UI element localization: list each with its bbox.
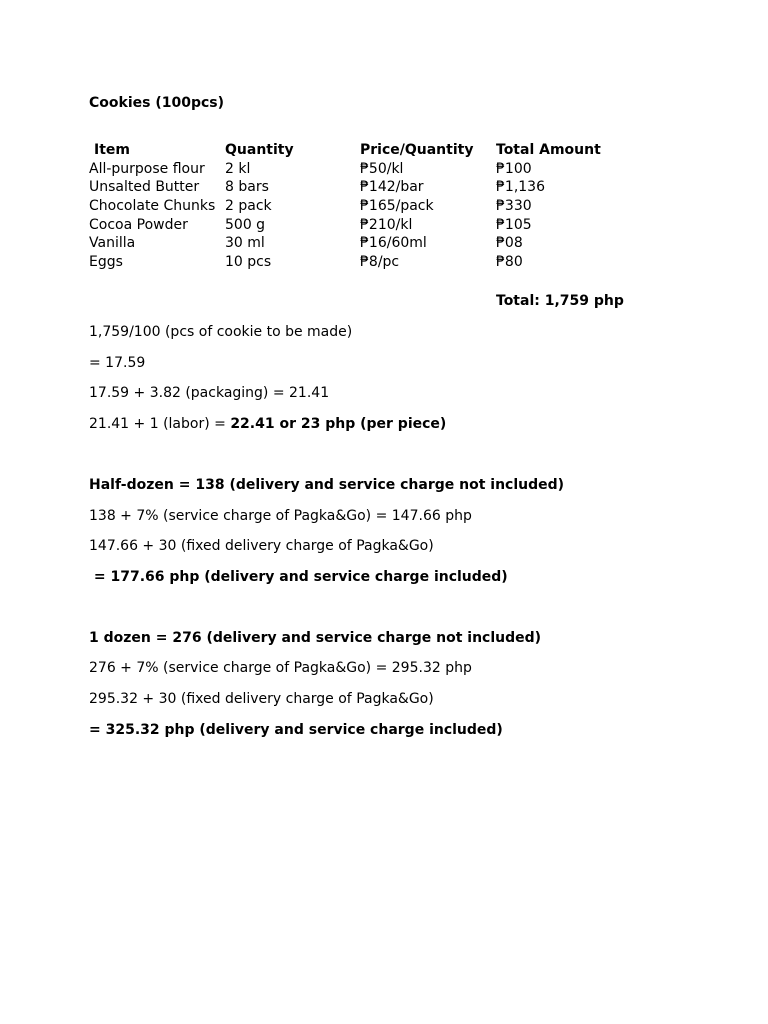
half-dozen-service-line: 138 + 7% (service charge of Pagka&Go) = 147.66 php [89, 508, 472, 524]
cell-price: ₱50/kl [360, 160, 404, 177]
cell-quantity: 500 g [225, 216, 266, 233]
calc-result-line: = 17.59 [89, 355, 146, 371]
cell-total: ₱1,136 [496, 179, 545, 196]
calc-per-piece-line: 1,759/100 (pcs of cookie to be made) [89, 324, 353, 340]
cell-price: ₱210/kl [360, 216, 413, 233]
cell-item: Vanilla [89, 235, 136, 252]
cell-price: ₱16/60ml [360, 235, 427, 252]
table-row [89, 178, 646, 197]
ingredients-table [89, 141, 646, 272]
column-header-price: Price/Quantity [360, 142, 474, 158]
table-header-row [89, 141, 646, 160]
half-dozen-delivery-line: 147.66 + 30 (fixed delivery charge of Pagka&Go) [89, 538, 434, 554]
cell-total: ₱330 [496, 198, 532, 215]
cell-item: Eggs [89, 254, 123, 271]
calc-per-piece-result: 22.41 or 23 php (per piece) [230, 416, 447, 432]
calc-labor-line [89, 415, 446, 433]
column-header-quantity: Quantity [225, 142, 294, 158]
table-row [89, 197, 646, 216]
table-row [89, 160, 646, 179]
cell-item: All-purpose flour [89, 160, 205, 177]
calc-labor-prefix: 21.41 + 1 (labor) = [89, 416, 231, 432]
dozen-heading: 1 dozen = 276 (delivery and service charge not included) [89, 630, 542, 646]
cell-price: ₱142/bar [360, 179, 424, 196]
dozen-delivery-line: 295.32 + 30 (fixed delivery charge of Pagka&Go) [89, 691, 434, 707]
cell-item: Chocolate Chunks [89, 198, 216, 215]
cell-price: ₱8/pc [360, 254, 400, 271]
cell-item: Unsalted Butter [89, 179, 200, 196]
document-page [89, 0, 749, 1024]
cell-quantity: 8 bars [225, 179, 269, 196]
cell-quantity: 2 kl [225, 160, 251, 177]
cell-quantity: 10 pcs [225, 254, 272, 271]
cell-total: ₱80 [496, 254, 523, 271]
cell-quantity: 2 pack [225, 198, 272, 215]
cell-quantity: 30 ml [225, 235, 265, 252]
table-row [89, 234, 646, 253]
column-header-total: Total Amount [496, 142, 601, 158]
document-title: Cookies (100pcs) [89, 95, 224, 111]
table-row [89, 216, 646, 235]
calc-packaging-line: 17.59 + 3.82 (packaging) = 21.41 [89, 385, 330, 401]
column-header-item: Item [94, 142, 130, 158]
grand-total: Total: 1,759 php [496, 293, 624, 309]
cell-total: ₱105 [496, 216, 532, 233]
half-dozen-result: = 177.66 php (delivery and service charge included) [89, 569, 508, 585]
table-row [89, 253, 646, 272]
cell-price: ₱165/pack [360, 198, 434, 215]
cell-item: Cocoa Powder [89, 216, 188, 233]
half-dozen-heading: Half-dozen = 138 (delivery and service charge not included) [89, 477, 565, 493]
dozen-service-line: 276 + 7% (service charge of Pagka&Go) = 295.32 php [89, 660, 472, 676]
dozen-result: = 325.32 php (delivery and service charge included) [89, 722, 503, 738]
cell-total: ₱100 [496, 160, 532, 177]
cell-total: ₱08 [496, 235, 523, 252]
